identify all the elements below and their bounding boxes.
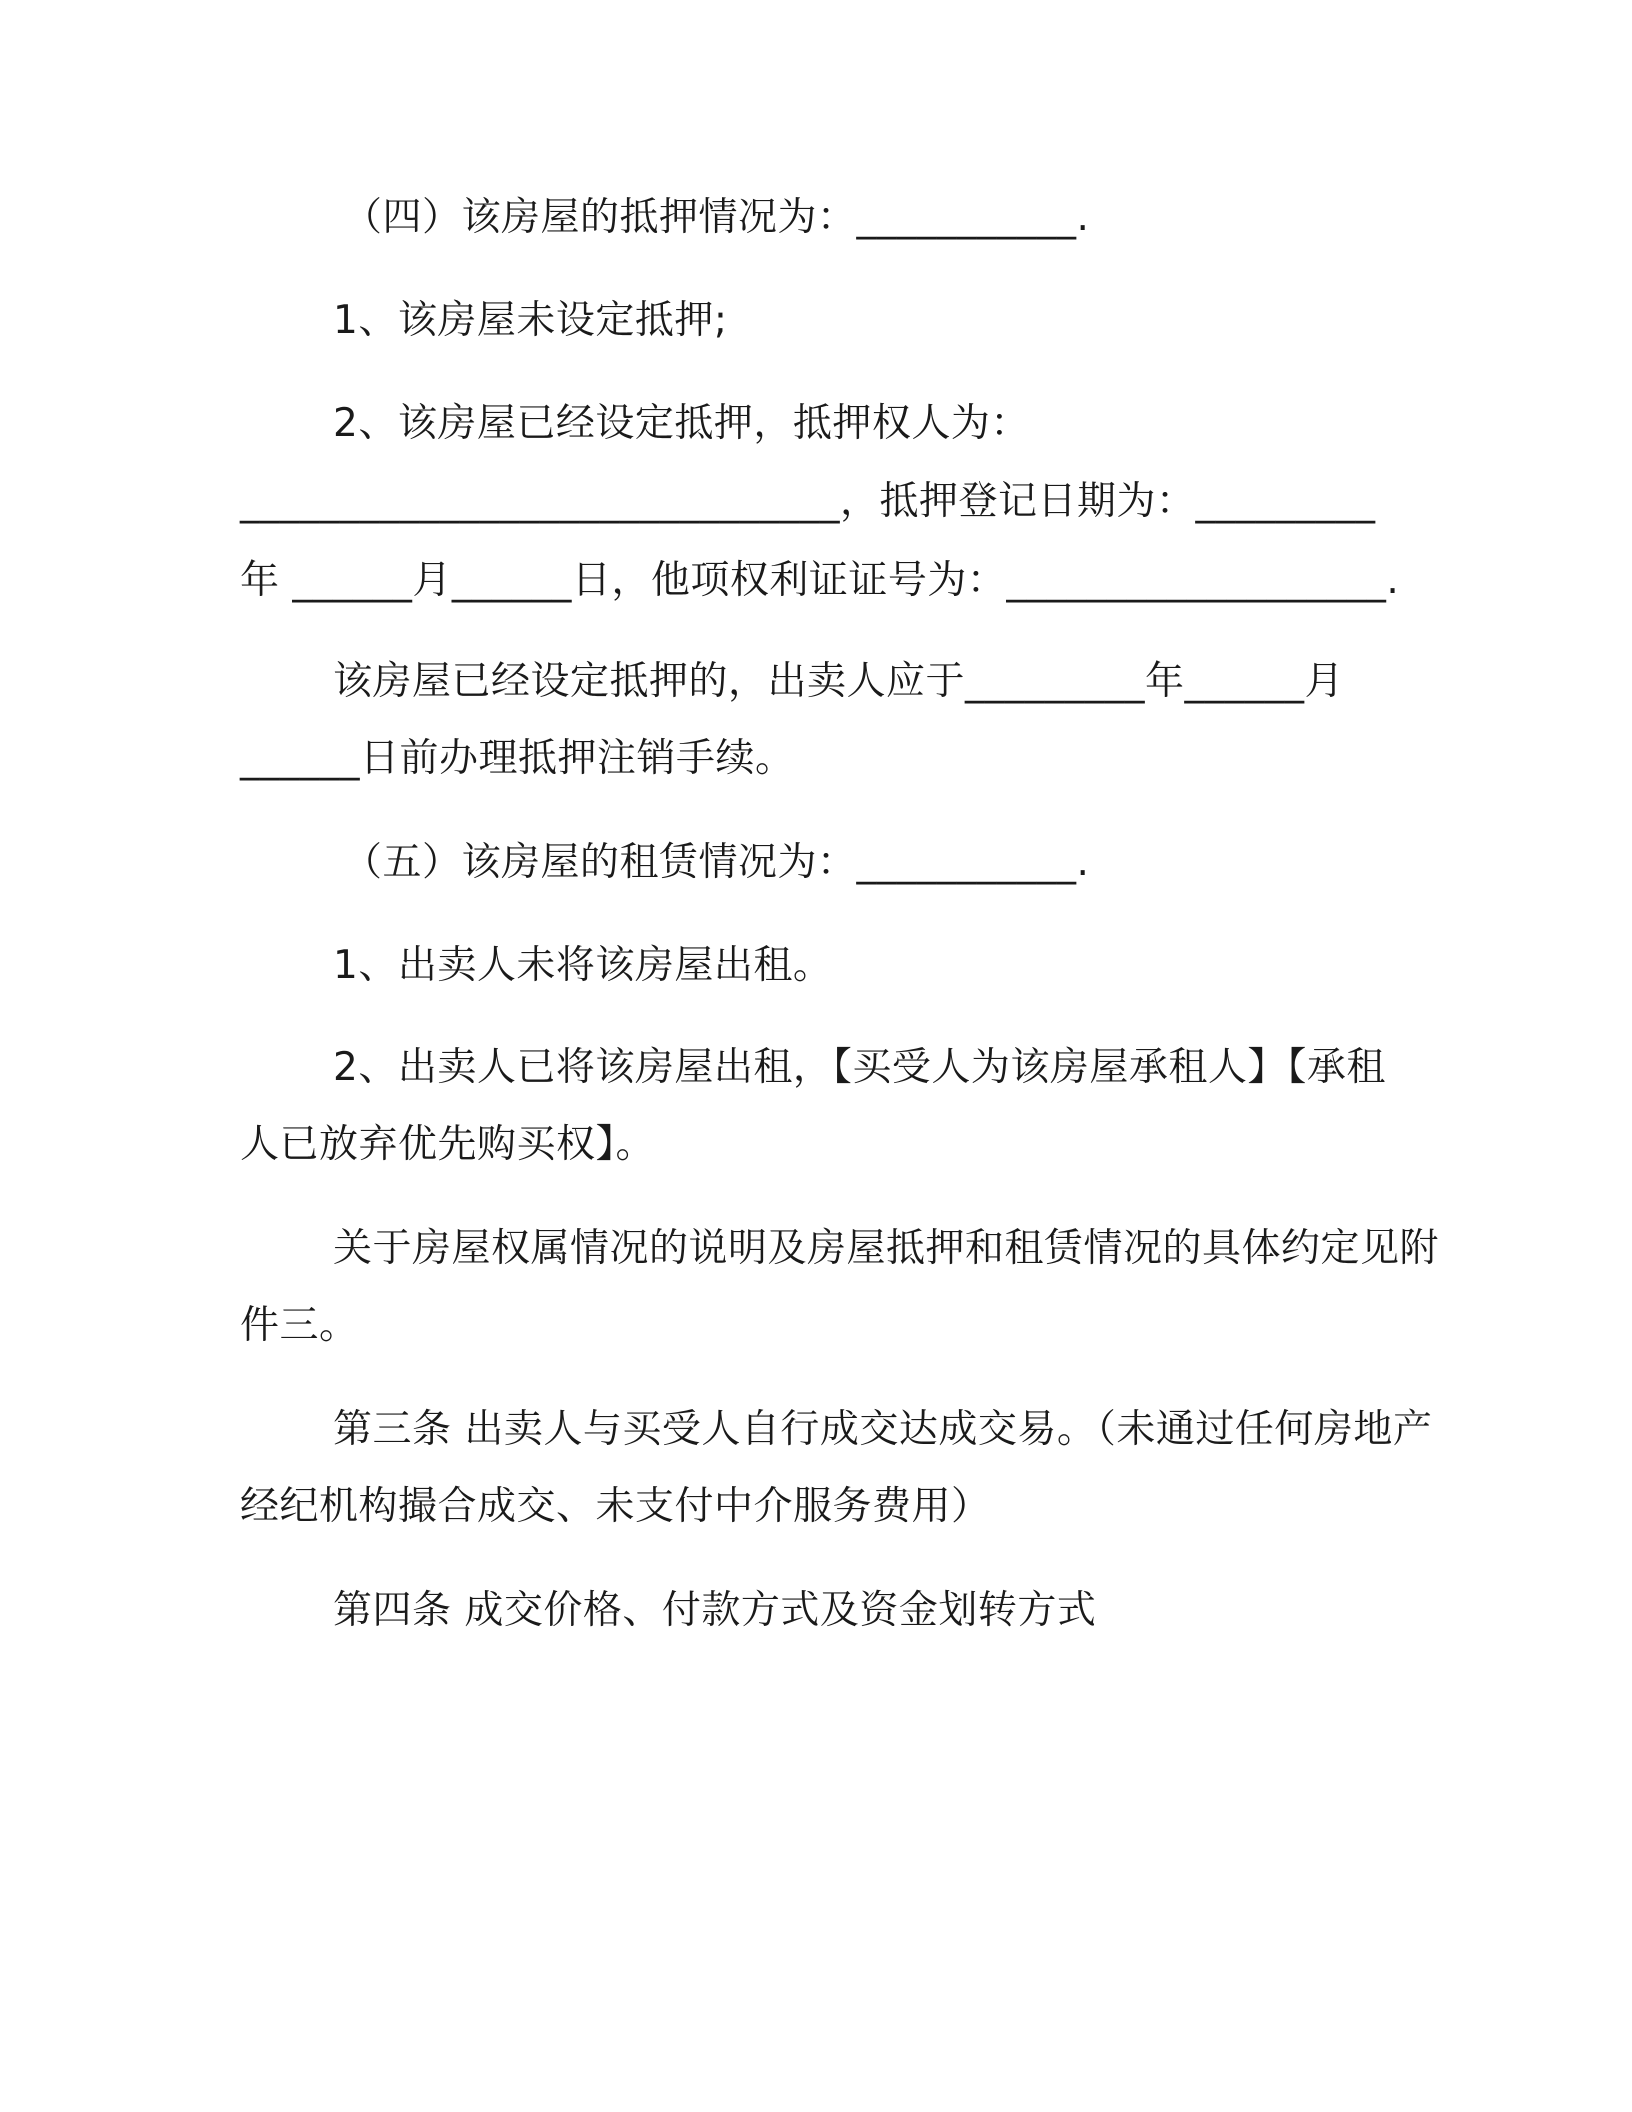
lease-heading: （五）该房屋的租赁情况为：___________. — [343, 840, 1090, 885]
mortgage-cancel-line-2: ______日前办理抵押注销手续。 — [240, 736, 795, 781]
article-3-line-1: 第三条 出卖人与买受人自行成交达成交易。（未通过任何房地产 — [333, 1407, 1433, 1452]
mortgage-item-2-line-3: 年 ______月______日，他项权利证证号为：___________________. — [240, 558, 1400, 603]
appendix-note-line-2: 件三。 — [240, 1303, 359, 1348]
lease-item-1: 1、出卖人未将该房屋出租。 — [333, 943, 833, 988]
lease-item-2-line-1: 2、出卖人已将该房屋出租，【买受人为该房屋承租人】【承租 — [333, 1045, 1386, 1090]
lease-item-2-line-2: 人已放弃优先购买权】。 — [240, 1122, 656, 1167]
article-3-line-2: 经纪机构撮合成交、未支付中介服务费用） — [240, 1484, 991, 1529]
appendix-note-line-1: 关于房屋权属情况的说明及房屋抵押和租赁情况的具体约定见附 — [333, 1226, 1440, 1271]
mortgage-cancel-line-1: 该房屋已经设定抵押的，出卖人应于_________年______月 — [333, 659, 1345, 704]
article-4-heading: 第四条 成交价格、付款方式及资金划转方式 — [333, 1588, 1097, 1633]
mortgage-item-1: 1、该房屋未设定抵押; — [333, 298, 728, 343]
mortgage-item-2-line-1: 2、该房屋已经设定抵押，抵押权人为： — [333, 401, 1030, 446]
mortgage-heading: （四）该房屋的抵押情况为：___________. — [343, 195, 1090, 240]
mortgage-item-2-line-2: ______________________________，抵押登记日期为：_________ — [240, 479, 1376, 524]
